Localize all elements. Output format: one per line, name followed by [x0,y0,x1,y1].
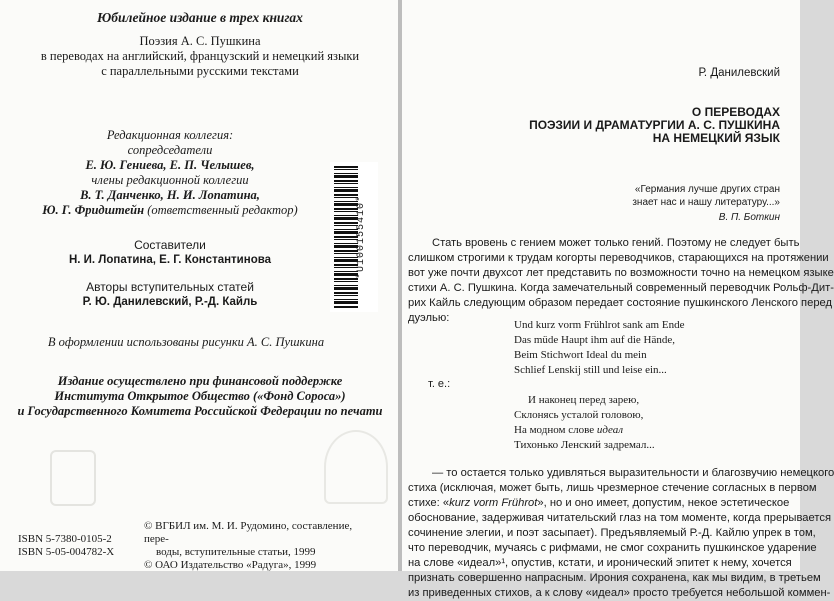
editor-name: Ю. Г. Фридштейн [42,203,145,217]
subtitle-line: с параллельными русскими текстами [101,64,299,78]
title-line: ПОЭЗИИ И ДРАМАТУРГИИ А. С. ПУШКИНА [529,118,780,132]
text-fragment: стихе: « [408,497,450,509]
support-line: Издание осуществлено при финансовой поддержке [57,374,343,388]
title-line: НА НЕМЕЦКИЙ ЯЗЫК [652,131,780,145]
compilers-label: Составители [134,238,206,252]
verse-line: Schlief Lenskij still und leise ein... [514,364,667,376]
isbn-block [18,533,114,559]
title-line: О ПЕРЕВОДАХ [691,105,780,119]
paragraph-analysis [408,466,834,601]
cochairs-label: сопредседатели [127,143,213,157]
support-line: Института Открытое Общество («Фонд Сороса») [54,389,346,403]
barcode-bars [334,166,358,308]
verse-line: Склонясь усталой головою, [514,409,644,421]
text-line: слишком строгими к трудам когорты переводчиков, старающихся на протяжении [408,252,829,264]
authors-label: Авторы вступительных статей [86,280,254,294]
compilers [0,238,360,268]
bleed-through-stamp [324,430,388,504]
text-line: из приведенных стихов, а к слову «идеал» просто требуется небольшой коммен- [408,587,831,599]
text-line: стиха (исключая, может быть, лишь чрезмерное стечение согласных в первом [408,482,817,494]
text-line: — то остается только удивляться выразительности и благозвучию немецкого [432,467,834,479]
verse-line: Тихонько Ленский задремал... [514,439,655,451]
board-title: Редакционная коллегия: [106,128,234,142]
authors-names: Р. Ю. Данилевский, Р.-Д. Кайль [82,296,258,308]
right-page [402,0,834,599]
text-fragment: », но и оно имеет, допустим, некое эстетическое [537,497,790,509]
german-verse [514,318,684,378]
verse-line [514,423,655,438]
verse-line: Beim Stichwort Ideal du mein [514,349,647,361]
copyright-block [144,520,374,572]
text-italic: kurz vorm Frührot [449,497,538,509]
barcode-digits: *U100155410* [356,195,367,280]
authors [0,280,360,310]
subtitle [10,34,390,79]
bleed-through-emblem [50,450,96,506]
epigraph-line: знает нас и нашу литературу...» [632,197,780,208]
text-line: стихи А. С. Пушкина. Когда замечательный современный переводчик Рольф-Дит- [408,282,834,294]
copyright-line: © ВГБИЛ им. М. И. Рудомино, составление, пере- [144,520,353,545]
members-label: члены редакционной коллегии [91,173,249,187]
support-line: и Государственного Комитета Российской Федерации по печати [17,404,383,418]
verse-line: Das müde Haupt ihm auf die Hände, [514,334,675,346]
editorial-board [0,128,360,218]
text-line [408,496,790,511]
left-page [0,0,398,571]
text-line: Стать вровень с гением может только гений. Поэтому не следует быть [432,237,800,249]
text-line: на слове «идеал»¹, опустив, кстати, и иронический эпитет к нему, хочется [408,557,792,569]
members-names: В. Т. Данченко, Н. И. Лопатина, [80,188,260,202]
text-line: дуэлью: [408,312,450,324]
text-line: что переводчик, мучаясь с рифмами, не смог сохранить пушкинское ударение [408,542,817,554]
verse-line: Und kurz vorm Frühlrot sank am Ende [514,319,685,331]
te-label: т. е.: [428,378,451,390]
subtitle-line: в переводах на английский, французский и немецкий языки [40,49,360,63]
copyright-line: воды, вступительные статьи, 1999 [156,546,316,558]
article-author: Р. Данилевский [698,67,780,79]
text-line: обоснование, задерживая читательский глаз на том моменте, когда прерывается [408,512,832,524]
isbn-line: ISBN 5-05-004782-X [18,546,115,558]
copyright-line: © ОАО Издательство «Радуга», 1999 [144,559,317,571]
verse-italic: идеал [596,424,624,436]
drawings-note: В оформлении использованы рисунки А. С. Пушкина [47,335,325,349]
epigraph [580,183,780,209]
compilers-names: Н. И. Лопатина, Е. Г. Константинова [68,254,272,266]
text-line: сочинение элегии, и поэт засыпает). Предъявляемый Р.-Д. Кайлю упрек в том, [408,527,816,539]
isbn-line: ISBN 5-7380-0105-2 [18,533,112,545]
editor-role: (ответственный редактор) [147,203,298,217]
verse-line: И наконец перед зарею, [528,394,640,406]
cochairs-names: Е. Ю. Гениева, Е. П. Челышев, [85,158,255,172]
article-title [529,106,780,145]
series-heading: Юбилейное издание в трех книгах [97,10,303,25]
barcode [330,162,378,312]
text-line: рих Кайль следующим образом передает состояние пушкинского Ленского перед [408,297,833,309]
editor-line [0,203,360,218]
verse-text: На модном слове [514,424,595,436]
support-statement [10,374,390,419]
epigraph-author: В. П. Боткин [718,212,780,223]
text-line: вот уже почти двухсот лет представить по возможности точно на немецком языке [408,267,834,279]
russian-verse [514,393,655,453]
subtitle-line: Поэзия А. С. Пушкина [139,34,261,48]
text-line: признать совершенно напрасным. Ирония сохранена, как мы видим, в третьем [408,572,821,584]
paragraph-intro [408,236,834,326]
epigraph-line: «Германия лучше других стран [634,184,780,195]
